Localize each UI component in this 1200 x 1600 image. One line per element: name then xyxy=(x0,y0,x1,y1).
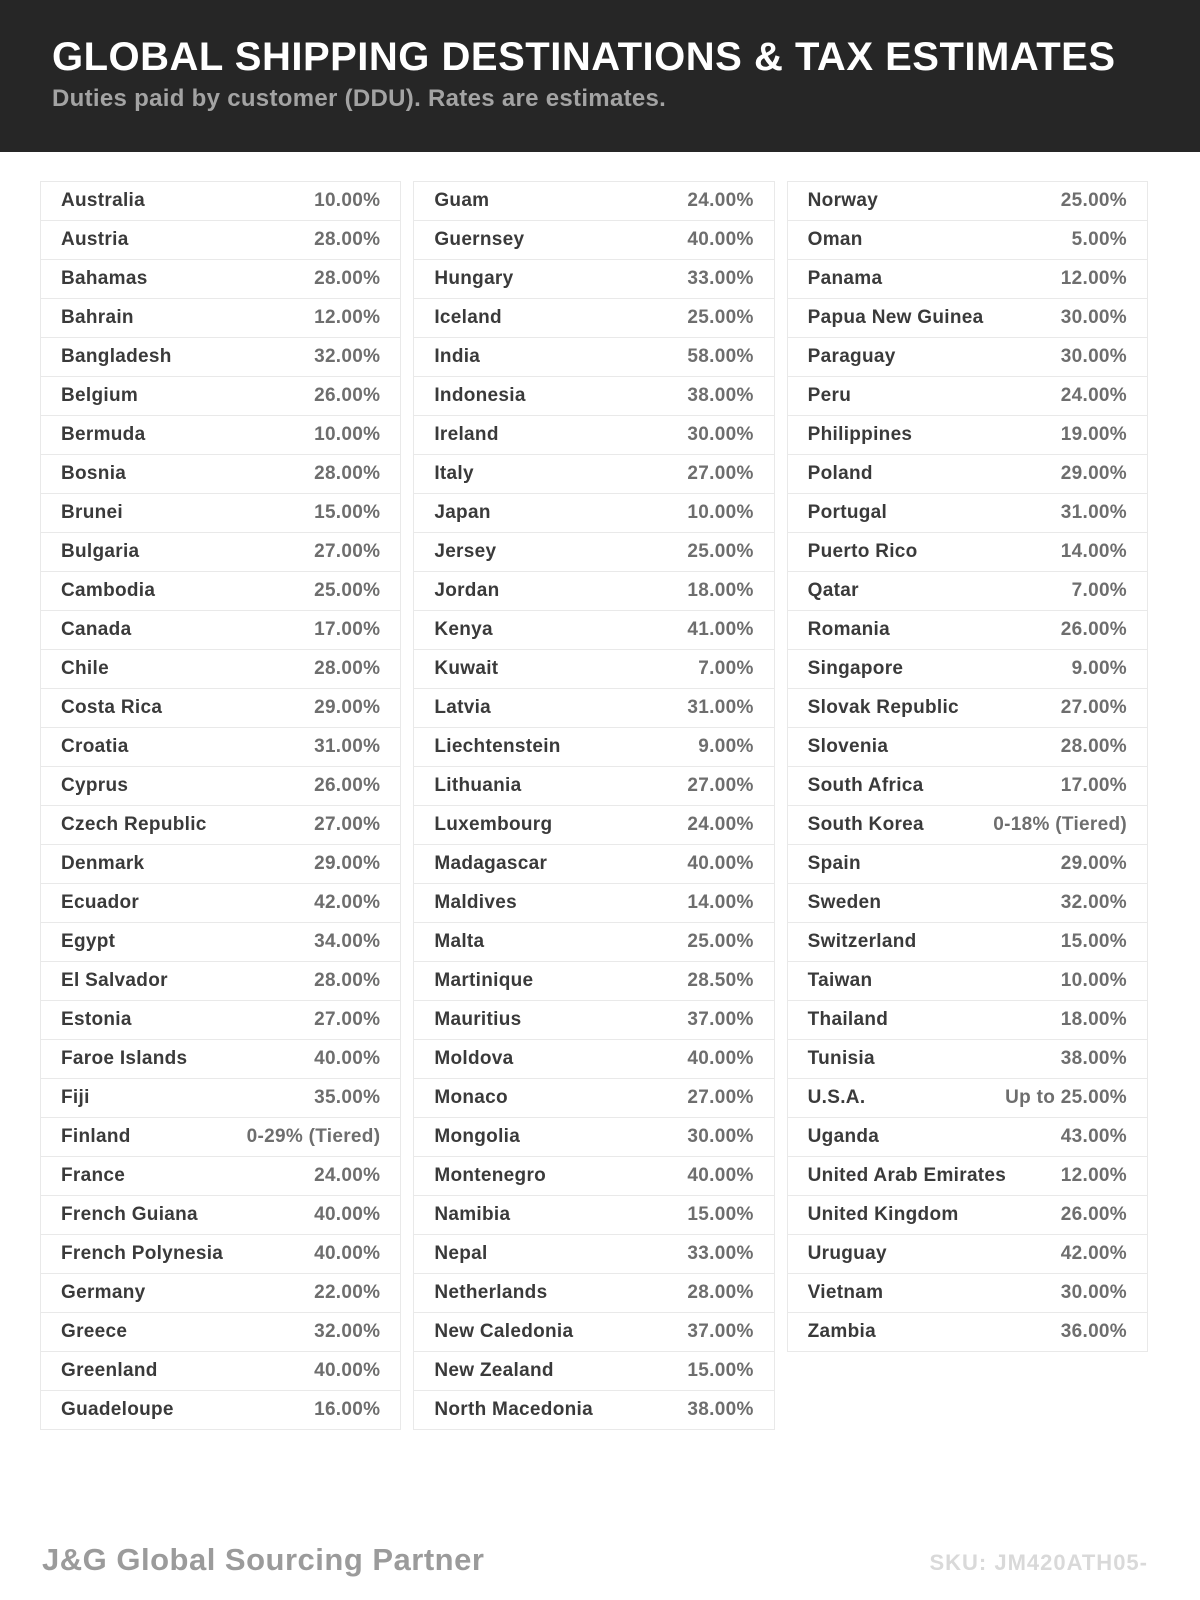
tax-rate: 27.00% xyxy=(687,1087,754,1108)
tax-rate: 42.00% xyxy=(314,892,381,913)
table-row xyxy=(787,493,1148,533)
country-name: Zambia xyxy=(807,1321,876,1342)
tax-rate: 32.00% xyxy=(314,1321,381,1342)
tax-rate: 38.00% xyxy=(687,385,754,406)
table-row xyxy=(40,1195,401,1235)
country-name: Taiwan xyxy=(807,970,873,991)
tax-rate: 27.00% xyxy=(1060,697,1127,718)
table-row xyxy=(40,1390,401,1430)
country-name: Moldova xyxy=(434,1048,514,1069)
tax-rate: 26.00% xyxy=(1060,1204,1127,1225)
table-row xyxy=(413,376,774,416)
table-row xyxy=(413,1117,774,1157)
table-row xyxy=(413,883,774,923)
table-row xyxy=(40,649,401,689)
country-name: Martinique xyxy=(434,970,534,991)
table-row xyxy=(40,1234,401,1274)
country-name: Namibia xyxy=(434,1204,511,1225)
tax-rate: 17.00% xyxy=(1060,775,1127,796)
table-row xyxy=(40,220,401,260)
tax-rate: 9.00% xyxy=(1071,658,1127,679)
tax-rate: 30.00% xyxy=(687,424,754,445)
country-name: Poland xyxy=(807,463,873,484)
tax-rate: 22.00% xyxy=(314,1282,381,1303)
tax-rate: 31.00% xyxy=(314,736,381,757)
tax-rate: 19.00% xyxy=(1060,424,1127,445)
country-name: Ireland xyxy=(434,424,499,445)
table-row xyxy=(787,220,1148,260)
country-name: Oman xyxy=(807,229,863,250)
country-name: Panama xyxy=(807,268,883,289)
country-name: South Korea xyxy=(807,814,924,835)
tax-rate: 15.00% xyxy=(687,1360,754,1381)
table-row xyxy=(413,1000,774,1040)
country-name: Fiji xyxy=(61,1087,90,1108)
table-row xyxy=(787,688,1148,728)
tax-rate: 10.00% xyxy=(314,190,381,211)
tax-rate: 24.00% xyxy=(314,1165,381,1186)
country-name: Puerto Rico xyxy=(807,541,918,562)
table-row xyxy=(787,415,1148,455)
table-row xyxy=(787,298,1148,338)
country-name: Sweden xyxy=(807,892,882,913)
table-row xyxy=(413,1234,774,1274)
table-row xyxy=(413,532,774,572)
table-row xyxy=(40,766,401,806)
country-name: Guernsey xyxy=(434,229,525,250)
table-row xyxy=(787,532,1148,572)
country-name: Denmark xyxy=(61,853,145,874)
country-name: Monaco xyxy=(434,1087,508,1108)
table-row xyxy=(40,688,401,728)
tax-rate: 12.00% xyxy=(1060,268,1127,289)
tax-rate: 16.00% xyxy=(314,1399,381,1420)
country-name: Switzerland xyxy=(807,931,917,952)
tax-rate: 40.00% xyxy=(687,1048,754,1069)
tax-rate: 25.00% xyxy=(687,541,754,562)
table-row xyxy=(40,1039,401,1079)
country-name: Cambodia xyxy=(61,580,156,601)
country-name: U.S.A. xyxy=(807,1087,866,1108)
country-name: Madagascar xyxy=(434,853,548,874)
table-row xyxy=(787,1195,1148,1235)
tax-rate: 17.00% xyxy=(314,619,381,640)
country-name: Portugal xyxy=(807,502,888,523)
table-row xyxy=(787,727,1148,767)
country-name: Finland xyxy=(61,1126,131,1147)
tax-rate: 41.00% xyxy=(687,619,754,640)
tax-rate: 40.00% xyxy=(314,1360,381,1381)
tax-rate: 15.00% xyxy=(314,502,381,523)
table-row xyxy=(40,571,401,611)
country-name: Netherlands xyxy=(434,1282,548,1303)
table-row xyxy=(40,961,401,1001)
tax-rate: 40.00% xyxy=(687,1165,754,1186)
country-name: Qatar xyxy=(807,580,859,601)
country-name: Lithuania xyxy=(434,775,522,796)
table-row xyxy=(40,1000,401,1040)
tax-rate: 35.00% xyxy=(314,1087,381,1108)
tax-rate: 7.00% xyxy=(698,658,754,679)
table-row xyxy=(413,1390,774,1430)
table-row xyxy=(413,1156,774,1196)
table-row xyxy=(413,298,774,338)
country-name: Belgium xyxy=(61,385,139,406)
country-name: France xyxy=(61,1165,126,1186)
tax-rate: 36.00% xyxy=(1060,1321,1127,1342)
country-name: Germany xyxy=(61,1282,146,1303)
country-name: Kenya xyxy=(434,619,493,640)
table-row xyxy=(787,376,1148,416)
table-row xyxy=(787,571,1148,611)
table-row xyxy=(40,1312,401,1352)
tax-rate: 29.00% xyxy=(1060,853,1127,874)
table-row xyxy=(40,493,401,533)
tax-rate: 5.00% xyxy=(1071,229,1127,250)
table-row xyxy=(40,376,401,416)
tax-rate: 18.00% xyxy=(687,580,754,601)
country-name: Bosnia xyxy=(61,463,127,484)
header-banner xyxy=(0,0,1200,152)
country-name: United Arab Emirates xyxy=(807,1165,1007,1186)
country-name: Singapore xyxy=(807,658,904,679)
tax-table xyxy=(40,181,1148,1430)
table-row xyxy=(787,649,1148,689)
country-name: French Guiana xyxy=(61,1204,198,1225)
country-name: Peru xyxy=(807,385,852,406)
table-row xyxy=(787,805,1148,845)
country-name: Croatia xyxy=(61,736,129,757)
table-row xyxy=(787,961,1148,1001)
country-name: Tunisia xyxy=(807,1048,875,1069)
table-row xyxy=(413,844,774,884)
table-row xyxy=(40,532,401,572)
country-name: North Macedonia xyxy=(434,1399,593,1420)
country-name: Costa Rica xyxy=(61,697,163,718)
table-row xyxy=(413,1351,774,1391)
country-name: New Zealand xyxy=(434,1360,554,1381)
country-name: Egypt xyxy=(61,931,116,952)
page-subtitle: Duties paid by customer (DDU). Rates are estimates. xyxy=(52,85,667,112)
country-name: Bulgaria xyxy=(61,541,140,562)
country-name: Chile xyxy=(61,658,109,679)
tax-rate: 7.00% xyxy=(1071,580,1127,601)
tax-rate: 28.00% xyxy=(1060,736,1127,757)
tax-rate: 28.00% xyxy=(314,229,381,250)
country-name: Maldives xyxy=(434,892,517,913)
country-name: New Caledonia xyxy=(434,1321,574,1342)
tax-rate: 28.00% xyxy=(314,463,381,484)
country-name: Romania xyxy=(807,619,890,640)
tax-rate: 40.00% xyxy=(314,1048,381,1069)
table-row xyxy=(40,1351,401,1391)
country-name: Jordan xyxy=(434,580,500,601)
table-row xyxy=(787,259,1148,299)
tax-rate: 29.00% xyxy=(1060,463,1127,484)
tax-rate: 12.00% xyxy=(314,307,381,328)
country-name: Czech Republic xyxy=(61,814,207,835)
table-row xyxy=(40,1117,401,1157)
tax-rate: 37.00% xyxy=(687,1321,754,1342)
country-name: Liechtenstein xyxy=(434,736,561,757)
tax-rate: 34.00% xyxy=(314,931,381,952)
table-row xyxy=(413,220,774,260)
tax-table-column-2 xyxy=(413,181,774,1430)
tax-table-column-1 xyxy=(40,181,401,1430)
table-row xyxy=(40,1156,401,1196)
table-row xyxy=(413,922,774,962)
tax-rate: 27.00% xyxy=(314,541,381,562)
table-row xyxy=(413,1312,774,1352)
country-name: Cyprus xyxy=(61,775,129,796)
country-name: Bangladesh xyxy=(61,346,172,367)
table-row xyxy=(40,610,401,650)
country-name: Vietnam xyxy=(807,1282,884,1303)
table-row xyxy=(787,1156,1148,1196)
table-row xyxy=(787,454,1148,494)
country-name: Guam xyxy=(434,190,490,211)
country-name: South Africa xyxy=(807,775,924,796)
country-name: El Salvador xyxy=(61,970,168,991)
country-name: Italy xyxy=(434,463,474,484)
tax-rate: 30.00% xyxy=(1060,346,1127,367)
tax-table-column-3 xyxy=(787,181,1148,1352)
tax-rate: 38.00% xyxy=(1060,1048,1127,1069)
country-name: Faroe Islands xyxy=(61,1048,188,1069)
tax-rate: 24.00% xyxy=(1060,385,1127,406)
table-row xyxy=(413,610,774,650)
country-name: Iceland xyxy=(434,307,502,328)
tax-rate: 27.00% xyxy=(687,463,754,484)
country-name: Norway xyxy=(807,190,879,211)
table-row xyxy=(40,298,401,338)
tax-rate: 10.00% xyxy=(1060,970,1127,991)
tax-rate: 9.00% xyxy=(698,736,754,757)
tax-rate: 31.00% xyxy=(687,697,754,718)
country-name: Mauritius xyxy=(434,1009,522,1030)
tax-rate: 33.00% xyxy=(687,1243,754,1264)
table-row xyxy=(413,493,774,533)
country-name: Ecuador xyxy=(61,892,140,913)
country-name: Guadeloupe xyxy=(61,1399,174,1420)
tax-rate: 25.00% xyxy=(687,307,754,328)
tax-rate: 27.00% xyxy=(314,814,381,835)
tax-rate: 25.00% xyxy=(1060,190,1127,211)
tax-rate: 28.00% xyxy=(314,970,381,991)
tax-rate: 24.00% xyxy=(687,814,754,835)
country-name: Uruguay xyxy=(807,1243,887,1264)
table-row xyxy=(787,1078,1148,1118)
tax-rate: 28.00% xyxy=(314,268,381,289)
table-row xyxy=(413,337,774,377)
tax-rate: 25.00% xyxy=(314,580,381,601)
country-name: Slovenia xyxy=(807,736,889,757)
table-row xyxy=(413,961,774,1001)
tax-rate: 29.00% xyxy=(314,697,381,718)
table-row xyxy=(787,766,1148,806)
country-name: India xyxy=(434,346,481,367)
table-row xyxy=(40,1273,401,1313)
tax-rate: 30.00% xyxy=(687,1126,754,1147)
tax-rate: 26.00% xyxy=(314,385,381,406)
country-name: Bahamas xyxy=(61,268,148,289)
tax-rate: 12.00% xyxy=(1060,1165,1127,1186)
table-row xyxy=(413,649,774,689)
country-name: Philippines xyxy=(807,424,913,445)
country-name: United Kingdom xyxy=(807,1204,959,1225)
tax-rate: 33.00% xyxy=(687,268,754,289)
country-name: Greenland xyxy=(61,1360,158,1381)
tax-rate: Up to 25.00% xyxy=(1005,1087,1127,1108)
table-row xyxy=(40,844,401,884)
tax-rate: 27.00% xyxy=(314,1009,381,1030)
table-row xyxy=(40,883,401,923)
country-name: Malta xyxy=(434,931,485,952)
country-name: Mongolia xyxy=(434,1126,521,1147)
tax-rate: 30.00% xyxy=(1060,1282,1127,1303)
tax-rate: 18.00% xyxy=(1060,1009,1127,1030)
tax-rate: 38.00% xyxy=(687,1399,754,1420)
tax-rate: 10.00% xyxy=(687,502,754,523)
country-name: Brunei xyxy=(61,502,123,523)
tax-rate: 27.00% xyxy=(687,775,754,796)
tax-rate: 42.00% xyxy=(1060,1243,1127,1264)
table-row xyxy=(413,1195,774,1235)
tax-rate: 28.00% xyxy=(314,658,381,679)
footer xyxy=(42,1542,1148,1578)
table-row xyxy=(787,1312,1148,1352)
country-name: Bahrain xyxy=(61,307,134,328)
country-name: Slovak Republic xyxy=(807,697,959,718)
table-row xyxy=(787,181,1148,221)
country-name: Bermuda xyxy=(61,424,146,445)
tax-rate: 29.00% xyxy=(314,853,381,874)
table-row xyxy=(413,571,774,611)
table-row xyxy=(413,181,774,221)
country-name: Jersey xyxy=(434,541,497,562)
table-row xyxy=(413,1039,774,1079)
tax-rate: 26.00% xyxy=(314,775,381,796)
country-name: Kuwait xyxy=(434,658,499,679)
table-row xyxy=(40,805,401,845)
country-name: Hungary xyxy=(434,268,514,289)
table-row xyxy=(413,1078,774,1118)
table-row xyxy=(787,1234,1148,1274)
country-name: Canada xyxy=(61,619,132,640)
table-row xyxy=(40,181,401,221)
tax-rate: 24.00% xyxy=(687,190,754,211)
table-row xyxy=(787,1039,1148,1079)
table-row xyxy=(40,259,401,299)
country-name: Thailand xyxy=(807,1009,889,1030)
tax-rate: 26.00% xyxy=(1060,619,1127,640)
table-row xyxy=(413,259,774,299)
country-name: Uganda xyxy=(807,1126,880,1147)
country-name: French Polynesia xyxy=(61,1243,224,1264)
tax-rate: 14.00% xyxy=(1060,541,1127,562)
table-row xyxy=(40,727,401,767)
tax-rate: 31.00% xyxy=(1060,502,1127,523)
country-name: Montenegro xyxy=(434,1165,547,1186)
country-name: Spain xyxy=(807,853,861,874)
tax-rate: 14.00% xyxy=(687,892,754,913)
country-name: Latvia xyxy=(434,697,492,718)
tax-rate: 40.00% xyxy=(314,1243,381,1264)
table-row xyxy=(40,337,401,377)
table-row xyxy=(40,415,401,455)
table-row xyxy=(787,1117,1148,1157)
country-name: Paraguay xyxy=(807,346,896,367)
country-name: Estonia xyxy=(61,1009,132,1030)
table-row xyxy=(413,1273,774,1313)
table-row xyxy=(787,1273,1148,1313)
country-name: Australia xyxy=(61,190,146,211)
tax-rate: 40.00% xyxy=(687,853,754,874)
tax-rate: 28.00% xyxy=(687,1282,754,1303)
table-row xyxy=(40,1078,401,1118)
country-name: Austria xyxy=(61,229,129,250)
country-name: Indonesia xyxy=(434,385,526,406)
table-row xyxy=(787,883,1148,923)
tax-rate: 28.50% xyxy=(687,970,754,991)
tax-rate: 32.00% xyxy=(314,346,381,367)
tax-rate: 32.00% xyxy=(1060,892,1127,913)
tax-rate: 30.00% xyxy=(1060,307,1127,328)
table-row xyxy=(40,922,401,962)
table-row xyxy=(787,1000,1148,1040)
tax-rate: 15.00% xyxy=(687,1204,754,1225)
table-row xyxy=(413,454,774,494)
table-row xyxy=(413,415,774,455)
tax-rate: 10.00% xyxy=(314,424,381,445)
tax-rate: 37.00% xyxy=(687,1009,754,1030)
table-row xyxy=(413,727,774,767)
tax-rate: 58.00% xyxy=(687,346,754,367)
table-row xyxy=(413,766,774,806)
country-name: Luxembourg xyxy=(434,814,553,835)
country-name: Japan xyxy=(434,502,491,523)
table-row xyxy=(787,337,1148,377)
table-row xyxy=(787,844,1148,884)
table-row xyxy=(413,805,774,845)
country-name: Nepal xyxy=(434,1243,488,1264)
page-title: GLOBAL SHIPPING DESTINATIONS & TAX ESTIMATES xyxy=(52,35,1116,79)
brand-name: J&G Global Sourcing Partner xyxy=(42,1542,485,1577)
country-name: Greece xyxy=(61,1321,128,1342)
table-row xyxy=(413,688,774,728)
sku-label: SKU: JM420ATH05- xyxy=(929,1550,1148,1575)
tax-rate: 40.00% xyxy=(314,1204,381,1225)
tax-rate: 43.00% xyxy=(1060,1126,1127,1147)
table-row xyxy=(40,454,401,494)
table-row xyxy=(787,610,1148,650)
table-row xyxy=(787,922,1148,962)
tax-rate: 0-18% (Tiered) xyxy=(993,814,1127,835)
country-name: Papua New Guinea xyxy=(807,307,984,328)
tax-rate: 40.00% xyxy=(687,229,754,250)
tax-rate: 0-29% (Tiered) xyxy=(246,1126,381,1147)
tax-rate: 15.00% xyxy=(1060,931,1127,952)
tax-rate: 25.00% xyxy=(687,931,754,952)
